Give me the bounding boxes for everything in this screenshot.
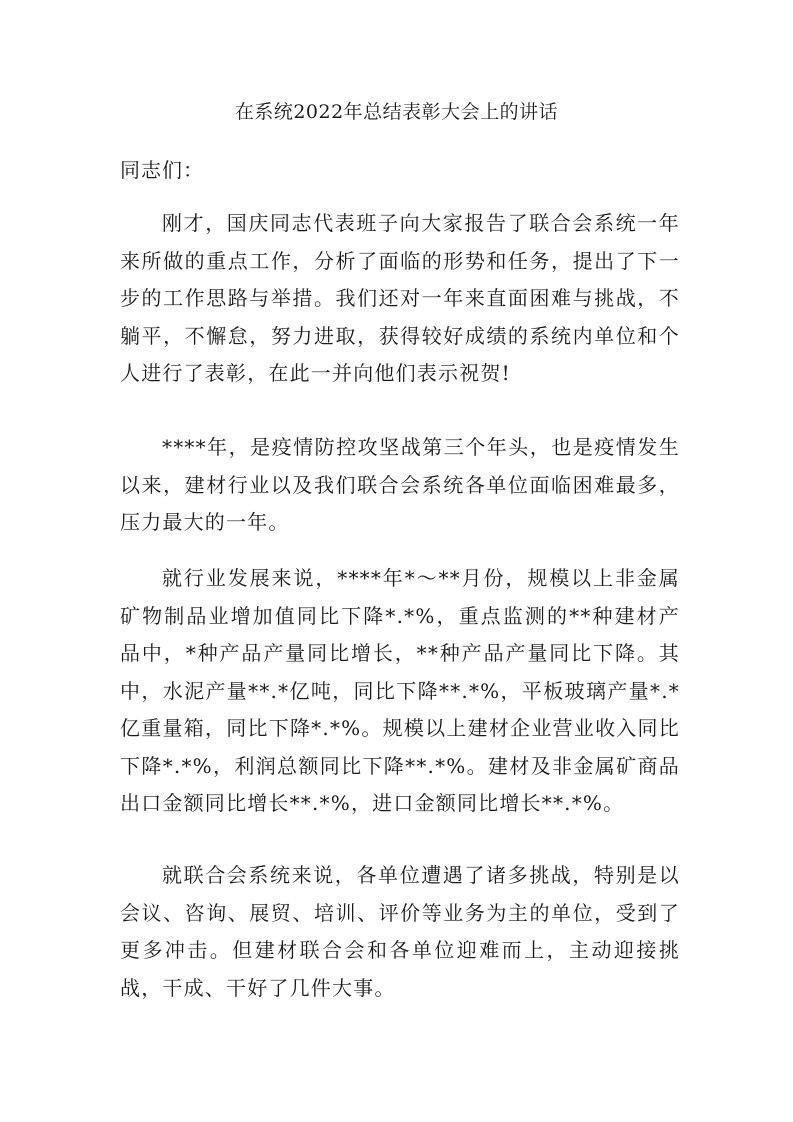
- paragraph-industry-development: 就行业发展来说，****年*～**月份，规模以上非金属矿物制品业增加值同比下降*.*%，重点监测的**种建材产品中，*种产品产量同比增长，**种产品产量同比下降。其中，水泥产量**.*亿吨，同比下降**.*%，平板玻璃产量*.*亿重量箱，同比下降*.*%。规模以上建材企业营业收入同比下降*.*%，利润总额同比下降**.*%。建材及非金属矿商品出口金额同比增长**.*%，进口金额同比增长**.*%。: [120, 566, 680, 815]
- paragraph-year-overview: ****年，是疫情防控攻坚战第三个年头，也是疫情发生以来，建材行业以及我们联合会系统各单位面临困难最多，压力最大的一年。: [120, 435, 680, 534]
- paragraph-federation-system: 就联合会系统来说，各单位遭遇了诸多挑战，特别是以会议、咨询、展贸、培训、评价等业务为主的单位，受到了更多冲击。但建材联合会和各单位迎难而上，主动迎接挑战，干成、干好了几件大事。: [120, 863, 680, 1000]
- document-title: 在系统2022年总结表彰大会上的讲话: [234, 101, 559, 123]
- paragraph-intro: 刚才，国庆同志代表班子向大家报告了联合会系统一年来所做的重点工作，分析了面临的形势和任务，提出了下一步的工作思路与举措。我们还对一年来直面困难与挑战，不躺平，不懈怠，努力进取，获得较好成绩的系统内单位和个人进行了表彰，在此一并向他们表示祝贺!: [120, 211, 680, 385]
- salutation: 同志们：: [120, 158, 204, 182]
